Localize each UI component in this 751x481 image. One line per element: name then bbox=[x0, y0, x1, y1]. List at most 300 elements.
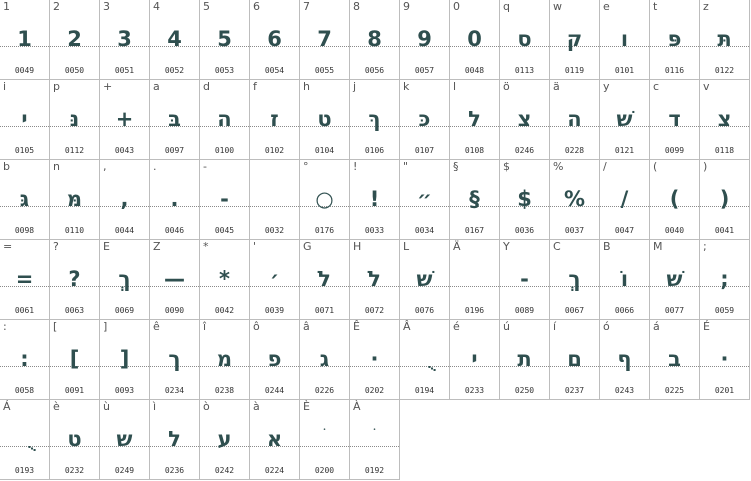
char-code: 0238 bbox=[214, 386, 235, 395]
key-label: 8 bbox=[353, 0, 360, 13]
key-label: ' bbox=[253, 240, 257, 253]
glyph-cell[interactable] bbox=[500, 240, 550, 320]
glyph-cell[interactable] bbox=[350, 320, 400, 400]
glyph-preview: ב bbox=[668, 347, 681, 371]
key-label: b bbox=[3, 160, 10, 173]
char-code: 0243 bbox=[614, 386, 635, 395]
glyph-preview: 1 bbox=[17, 27, 32, 51]
glyph-cell[interactable] bbox=[0, 0, 50, 80]
char-code: 0071 bbox=[314, 306, 335, 315]
glyph-preview: י bbox=[21, 107, 28, 131]
glyph-cell[interactable] bbox=[100, 0, 150, 80]
char-code: 0051 bbox=[114, 66, 135, 75]
glyph-preview: ע bbox=[217, 427, 232, 451]
glyph-preview bbox=[350, 424, 399, 454]
char-code: 0047 bbox=[614, 226, 635, 235]
char-code: 0100 bbox=[214, 146, 235, 155]
glyph-preview: ךְ bbox=[118, 267, 131, 291]
key-label: Á bbox=[3, 400, 11, 413]
glyph-cell[interactable] bbox=[450, 320, 500, 400]
glyph-cell[interactable] bbox=[400, 320, 450, 400]
char-code: 0250 bbox=[514, 386, 535, 395]
char-code: 0176 bbox=[314, 226, 335, 235]
glyph-cell[interactable] bbox=[200, 160, 250, 240]
key-label: p bbox=[53, 80, 60, 93]
glyph-preview: ! bbox=[369, 187, 380, 211]
glyph-cell[interactable] bbox=[650, 0, 700, 80]
glyph-cell[interactable] bbox=[400, 240, 450, 320]
glyph-cell[interactable] bbox=[150, 240, 200, 320]
glyph-cell[interactable] bbox=[50, 320, 100, 400]
glyph-cell[interactable] bbox=[600, 160, 650, 240]
glyph-preview: 9 bbox=[417, 27, 432, 51]
char-code: 0072 bbox=[364, 306, 385, 315]
char-code: 0110 bbox=[64, 226, 85, 235]
glyph-cell[interactable] bbox=[150, 160, 200, 240]
glyph-preview: 6 bbox=[267, 27, 282, 51]
key-label: $ bbox=[503, 160, 510, 173]
glyph-preview: 8 bbox=[367, 27, 382, 51]
char-code: 0119 bbox=[564, 66, 585, 75]
glyph-cell[interactable] bbox=[650, 160, 700, 240]
char-code: 0196 bbox=[464, 306, 485, 315]
char-code: 0104 bbox=[314, 146, 335, 155]
glyph-cell[interactable] bbox=[450, 160, 500, 240]
key-label: * bbox=[203, 240, 209, 253]
glyph-cell[interactable] bbox=[500, 0, 550, 80]
glyph-preview: גּ bbox=[19, 187, 30, 211]
char-code: 0089 bbox=[514, 306, 535, 315]
key-label: d bbox=[203, 80, 210, 93]
char-code: 0192 bbox=[364, 466, 385, 475]
glyph-preview: נּ bbox=[69, 107, 80, 131]
char-code: 0059 bbox=[714, 306, 735, 315]
glyph-cell[interactable] bbox=[0, 160, 50, 240]
key-label: ó bbox=[603, 320, 610, 333]
glyph-preview: — bbox=[164, 267, 185, 291]
glyph-cell[interactable] bbox=[200, 240, 250, 320]
key-label: Z bbox=[153, 240, 161, 253]
char-code: 0107 bbox=[414, 146, 435, 155]
glyph-preview: · bbox=[720, 347, 729, 371]
key-label: 5 bbox=[203, 0, 210, 13]
glyph-preview: 5 bbox=[217, 27, 232, 51]
glyph-cell[interactable] bbox=[600, 80, 650, 160]
glyph-cell[interactable] bbox=[50, 160, 100, 240]
char-code: 0077 bbox=[664, 306, 685, 315]
key-label: k bbox=[403, 80, 410, 93]
key-label: ä bbox=[553, 80, 560, 93]
key-label: ö bbox=[503, 80, 510, 93]
char-code: 0049 bbox=[14, 66, 35, 75]
glyph-preview: ך bbox=[168, 347, 181, 371]
glyph-cell[interactable] bbox=[250, 160, 300, 240]
glyph-preview: ל bbox=[468, 107, 481, 131]
glyph-preview: ה bbox=[217, 107, 232, 131]
key-label: à bbox=[253, 400, 260, 413]
glyph-cell[interactable] bbox=[500, 160, 550, 240]
key-label: w bbox=[553, 0, 562, 13]
key-label: - bbox=[203, 160, 207, 173]
key-label: : bbox=[3, 320, 7, 333]
char-code: 0063 bbox=[64, 306, 85, 315]
char-code: 0234 bbox=[164, 386, 185, 395]
char-code: 0040 bbox=[664, 226, 685, 235]
glyph-preview: ךְ bbox=[568, 267, 581, 291]
glyph-preview: $ bbox=[517, 187, 532, 211]
char-code: 0069 bbox=[114, 306, 135, 315]
key-label: 1 bbox=[3, 0, 10, 13]
key-label: ° bbox=[303, 160, 309, 173]
glyph-cell[interactable] bbox=[50, 0, 100, 80]
key-label: ò bbox=[203, 400, 210, 413]
char-code: 0200 bbox=[314, 466, 335, 475]
glyph-preview: שׁ bbox=[616, 107, 633, 131]
char-code: 0226 bbox=[314, 386, 335, 395]
char-code: 0121 bbox=[614, 146, 635, 155]
glyph-cell[interactable] bbox=[0, 80, 50, 160]
key-label: ! bbox=[353, 160, 358, 173]
char-code: 0232 bbox=[64, 466, 85, 475]
glyph-cell[interactable] bbox=[400, 80, 450, 160]
glyph-cell[interactable] bbox=[650, 320, 700, 400]
char-code: 0093 bbox=[114, 386, 135, 395]
char-code: 0099 bbox=[664, 146, 685, 155]
key-label: ; bbox=[703, 240, 707, 253]
glyph-preview: 7 bbox=[317, 27, 332, 51]
baseline-guide bbox=[250, 206, 299, 207]
glyph-cell[interactable] bbox=[50, 80, 100, 160]
glyph-preview: - bbox=[220, 187, 229, 211]
glyph-preview: ד bbox=[668, 107, 681, 131]
glyph-cell[interactable] bbox=[650, 80, 700, 160]
glyph-cell[interactable] bbox=[150, 80, 200, 160]
glyph-cell[interactable] bbox=[300, 240, 350, 320]
key-label: E bbox=[103, 240, 110, 253]
glyph-cell[interactable] bbox=[0, 240, 50, 320]
char-code: 0056 bbox=[364, 66, 385, 75]
key-label: a bbox=[153, 80, 160, 93]
key-label: ú bbox=[503, 320, 510, 333]
glyph-preview: א bbox=[266, 427, 283, 451]
key-label: ì bbox=[153, 400, 157, 413]
key-label: C bbox=[553, 240, 561, 253]
glyph-preview: - bbox=[520, 267, 529, 291]
glyph-cell[interactable] bbox=[350, 240, 400, 320]
glyph-preview: ו bbox=[620, 27, 629, 51]
key-label: " bbox=[403, 160, 409, 173]
char-code: 0045 bbox=[214, 226, 235, 235]
glyph-cell[interactable] bbox=[600, 0, 650, 80]
glyph-cell[interactable] bbox=[150, 0, 200, 80]
glyph-cell[interactable] bbox=[300, 320, 350, 400]
glyph-cell[interactable] bbox=[250, 240, 300, 320]
key-label: v bbox=[703, 80, 710, 93]
key-label: f bbox=[253, 80, 257, 93]
char-code: 0101 bbox=[614, 66, 635, 75]
key-label: q bbox=[503, 0, 510, 13]
baseline-guide bbox=[450, 286, 499, 287]
glyph-preview: מ bbox=[216, 347, 233, 371]
glyph-cell[interactable] bbox=[100, 400, 150, 480]
char-code: 0237 bbox=[564, 386, 585, 395]
glyph-preview bbox=[300, 424, 349, 454]
key-label: [ bbox=[53, 320, 58, 333]
glyph-preview: * bbox=[219, 267, 230, 291]
char-code: 0108 bbox=[464, 146, 485, 155]
glyph-cell[interactable] bbox=[700, 0, 750, 80]
key-label: B bbox=[603, 240, 611, 253]
glyph-preview: י bbox=[471, 347, 478, 371]
key-label: ( bbox=[653, 160, 658, 173]
glyph-preview: % bbox=[563, 187, 586, 211]
key-label: t bbox=[653, 0, 658, 13]
key-label: á bbox=[653, 320, 660, 333]
glyph-preview: [ bbox=[69, 347, 80, 371]
glyph-cell[interactable] bbox=[100, 320, 150, 400]
char-code: 0194 bbox=[414, 386, 435, 395]
char-code: 0106 bbox=[364, 146, 385, 155]
glyph-preview: : bbox=[20, 347, 29, 371]
glyph-cell[interactable] bbox=[100, 80, 150, 160]
glyph-preview: ○ bbox=[315, 187, 334, 211]
char-code: 0224 bbox=[264, 466, 285, 475]
char-code: 0098 bbox=[14, 226, 35, 235]
key-label: H bbox=[353, 240, 362, 253]
key-label: + bbox=[103, 80, 113, 93]
glyph-cell[interactable] bbox=[600, 240, 650, 320]
glyph-preview: 2 bbox=[67, 27, 82, 51]
char-code: 0090 bbox=[164, 306, 185, 315]
glyph-preview: תּ bbox=[717, 27, 732, 51]
glyph-cell[interactable] bbox=[200, 400, 250, 480]
glyph-cell[interactable] bbox=[250, 320, 300, 400]
char-code: 0116 bbox=[664, 66, 685, 75]
key-label: M bbox=[653, 240, 663, 253]
glyph-preview: 4 bbox=[167, 27, 182, 51]
glyph-cell[interactable] bbox=[550, 240, 600, 320]
key-label: í bbox=[553, 320, 557, 333]
glyph-cell[interactable] bbox=[100, 160, 150, 240]
key-label: z bbox=[703, 0, 709, 13]
glyph-cell[interactable] bbox=[300, 80, 350, 160]
key-label: L bbox=[403, 240, 410, 253]
char-code: 0057 bbox=[414, 66, 435, 75]
glyph-preview: ג bbox=[319, 347, 330, 371]
char-code: 0201 bbox=[714, 386, 735, 395]
glyph-cell[interactable] bbox=[550, 80, 600, 160]
char-code: 0233 bbox=[464, 386, 485, 395]
glyph-cell[interactable] bbox=[550, 320, 600, 400]
key-label: G bbox=[303, 240, 312, 253]
key-label: ] bbox=[103, 320, 108, 333]
key-label: î bbox=[203, 320, 207, 333]
key-label: . bbox=[153, 160, 157, 173]
glyph-cell[interactable] bbox=[0, 400, 50, 480]
glyph-cell[interactable] bbox=[650, 240, 700, 320]
glyph-cell[interactable] bbox=[550, 160, 600, 240]
glyph-cell[interactable] bbox=[300, 0, 350, 80]
char-code: 0054 bbox=[264, 66, 285, 75]
glyph-preview: לֹ bbox=[368, 267, 381, 291]
glyph-cell[interactable] bbox=[700, 160, 750, 240]
key-label: l bbox=[453, 80, 457, 93]
glyph-cell[interactable] bbox=[450, 80, 500, 160]
key-label: c bbox=[653, 80, 660, 93]
char-code: 0246 bbox=[514, 146, 535, 155]
glyph-cell[interactable] bbox=[500, 80, 550, 160]
glyph-cell[interactable] bbox=[250, 80, 300, 160]
key-label: À bbox=[353, 400, 361, 413]
char-code: 0076 bbox=[414, 306, 435, 315]
glyph-preview: ? bbox=[68, 267, 81, 291]
glyph-cell[interactable] bbox=[200, 80, 250, 160]
key-label: â bbox=[303, 320, 310, 333]
glyph-cell[interactable] bbox=[400, 160, 450, 240]
key-label: j bbox=[353, 80, 357, 93]
glyph-cell[interactable] bbox=[200, 320, 250, 400]
glyph-cell[interactable] bbox=[100, 240, 150, 320]
char-code: 0041 bbox=[714, 226, 735, 235]
glyph-cell[interactable] bbox=[250, 0, 300, 80]
glyph-preview: ס bbox=[517, 27, 532, 51]
char-code: 0033 bbox=[364, 226, 385, 235]
glyph-preview: לֹ bbox=[318, 267, 331, 291]
key-label: ) bbox=[703, 160, 708, 173]
key-label: é bbox=[453, 320, 460, 333]
glyph-cell[interactable] bbox=[500, 320, 550, 400]
glyph-cell[interactable] bbox=[600, 320, 650, 400]
glyph-cell[interactable] bbox=[300, 400, 350, 480]
glyph-cell[interactable] bbox=[400, 0, 450, 80]
char-code: 0097 bbox=[164, 146, 185, 155]
key-label: = bbox=[3, 240, 13, 253]
char-code: 0044 bbox=[114, 226, 135, 235]
glyph-preview: ש bbox=[116, 427, 133, 451]
char-code: 0242 bbox=[214, 466, 235, 475]
char-code: 0066 bbox=[614, 306, 635, 315]
char-code: 0091 bbox=[64, 386, 85, 395]
key-label: ù bbox=[103, 400, 110, 413]
char-code: 0244 bbox=[264, 386, 285, 395]
glyph-preview: 3 bbox=[117, 27, 132, 51]
glyph-preview: · bbox=[370, 347, 379, 371]
glyph-cell[interactable] bbox=[450, 240, 500, 320]
glyph-preview: שׁ bbox=[666, 267, 683, 291]
glyph-preview: 0 bbox=[467, 27, 482, 51]
char-code: 0053 bbox=[214, 66, 235, 75]
glyph-preview: , bbox=[120, 187, 129, 211]
glyph-cell[interactable] bbox=[350, 0, 400, 80]
key-label: 0 bbox=[453, 0, 460, 13]
glyph-preview: צ bbox=[717, 107, 732, 131]
char-code: 0167 bbox=[464, 226, 485, 235]
char-code: 0105 bbox=[14, 146, 35, 155]
char-code: 0058 bbox=[14, 386, 35, 395]
glyph-preview: ז bbox=[270, 107, 279, 131]
glyph-cell[interactable] bbox=[450, 0, 500, 80]
key-label: È bbox=[303, 400, 310, 413]
char-code: 0050 bbox=[64, 66, 85, 75]
key-label: y bbox=[603, 80, 610, 93]
key-label: Y bbox=[503, 240, 510, 253]
key-label: è bbox=[53, 400, 60, 413]
glyph-cell[interactable] bbox=[200, 0, 250, 80]
glyph-cell[interactable] bbox=[350, 160, 400, 240]
glyph-preview: § bbox=[469, 187, 480, 211]
glyph-preview bbox=[0, 424, 49, 454]
glyph-cell[interactable] bbox=[700, 80, 750, 160]
glyph-cell[interactable] bbox=[250, 400, 300, 480]
glyph-cell[interactable] bbox=[700, 240, 750, 320]
glyph-preview: ) bbox=[719, 187, 730, 211]
key-label: e bbox=[603, 0, 610, 13]
char-code: 0061 bbox=[14, 306, 35, 315]
char-code: 0113 bbox=[514, 66, 535, 75]
key-label: 4 bbox=[153, 0, 160, 13]
glyph-cell[interactable] bbox=[350, 400, 400, 480]
glyph-cell[interactable] bbox=[550, 0, 600, 80]
char-code: 0102 bbox=[264, 146, 285, 155]
glyph-cell[interactable] bbox=[300, 160, 350, 240]
glyph-preview: בּ bbox=[168, 107, 181, 131]
glyph-cell[interactable] bbox=[150, 400, 200, 480]
key-label: 3 bbox=[103, 0, 110, 13]
char-code: 0249 bbox=[114, 466, 135, 475]
glyph-cell[interactable] bbox=[50, 240, 100, 320]
glyph-preview: ף bbox=[617, 347, 632, 371]
key-label: 7 bbox=[303, 0, 310, 13]
glyph-cell[interactable] bbox=[150, 320, 200, 400]
glyph-cell[interactable] bbox=[50, 400, 100, 480]
glyph-cell[interactable] bbox=[700, 320, 750, 400]
glyph-preview: ׳ bbox=[269, 267, 280, 291]
key-label: 6 bbox=[253, 0, 260, 13]
char-code: 0112 bbox=[64, 146, 85, 155]
glyph-preview: ת bbox=[517, 347, 532, 371]
glyph-preview: ; bbox=[720, 267, 729, 291]
key-label: h bbox=[303, 80, 310, 93]
glyph-preview: ל bbox=[168, 427, 181, 451]
char-code: 0236 bbox=[164, 466, 185, 475]
glyph-preview: ( bbox=[669, 187, 680, 211]
glyph-preview: / bbox=[620, 187, 629, 211]
glyph-preview: ״ bbox=[417, 187, 432, 211]
key-label: ? bbox=[53, 240, 59, 253]
glyph-preview: ק bbox=[566, 27, 583, 51]
glyph-preview: צ bbox=[517, 107, 532, 131]
char-code: 0034 bbox=[414, 226, 435, 235]
key-label: Ä bbox=[453, 240, 461, 253]
glyph-cell[interactable] bbox=[0, 320, 50, 400]
char-code: 0036 bbox=[514, 226, 535, 235]
char-code: 0048 bbox=[464, 66, 485, 75]
char-code: 0039 bbox=[264, 306, 285, 315]
glyph-preview: כּ bbox=[418, 107, 431, 131]
key-label: / bbox=[603, 160, 607, 173]
glyph-preview: פ bbox=[267, 347, 282, 371]
char-code: 0202 bbox=[364, 386, 385, 395]
glyph-preview: ט bbox=[317, 107, 332, 131]
char-code: 0225 bbox=[664, 386, 685, 395]
key-label: ê bbox=[153, 320, 160, 333]
char-code: 0055 bbox=[314, 66, 335, 75]
glyph-preview: שׁ bbox=[416, 267, 433, 291]
char-code: 0193 bbox=[14, 466, 35, 475]
glyph-preview: ה bbox=[567, 107, 582, 131]
key-label: ô bbox=[253, 320, 260, 333]
glyph-cell[interactable] bbox=[350, 80, 400, 160]
